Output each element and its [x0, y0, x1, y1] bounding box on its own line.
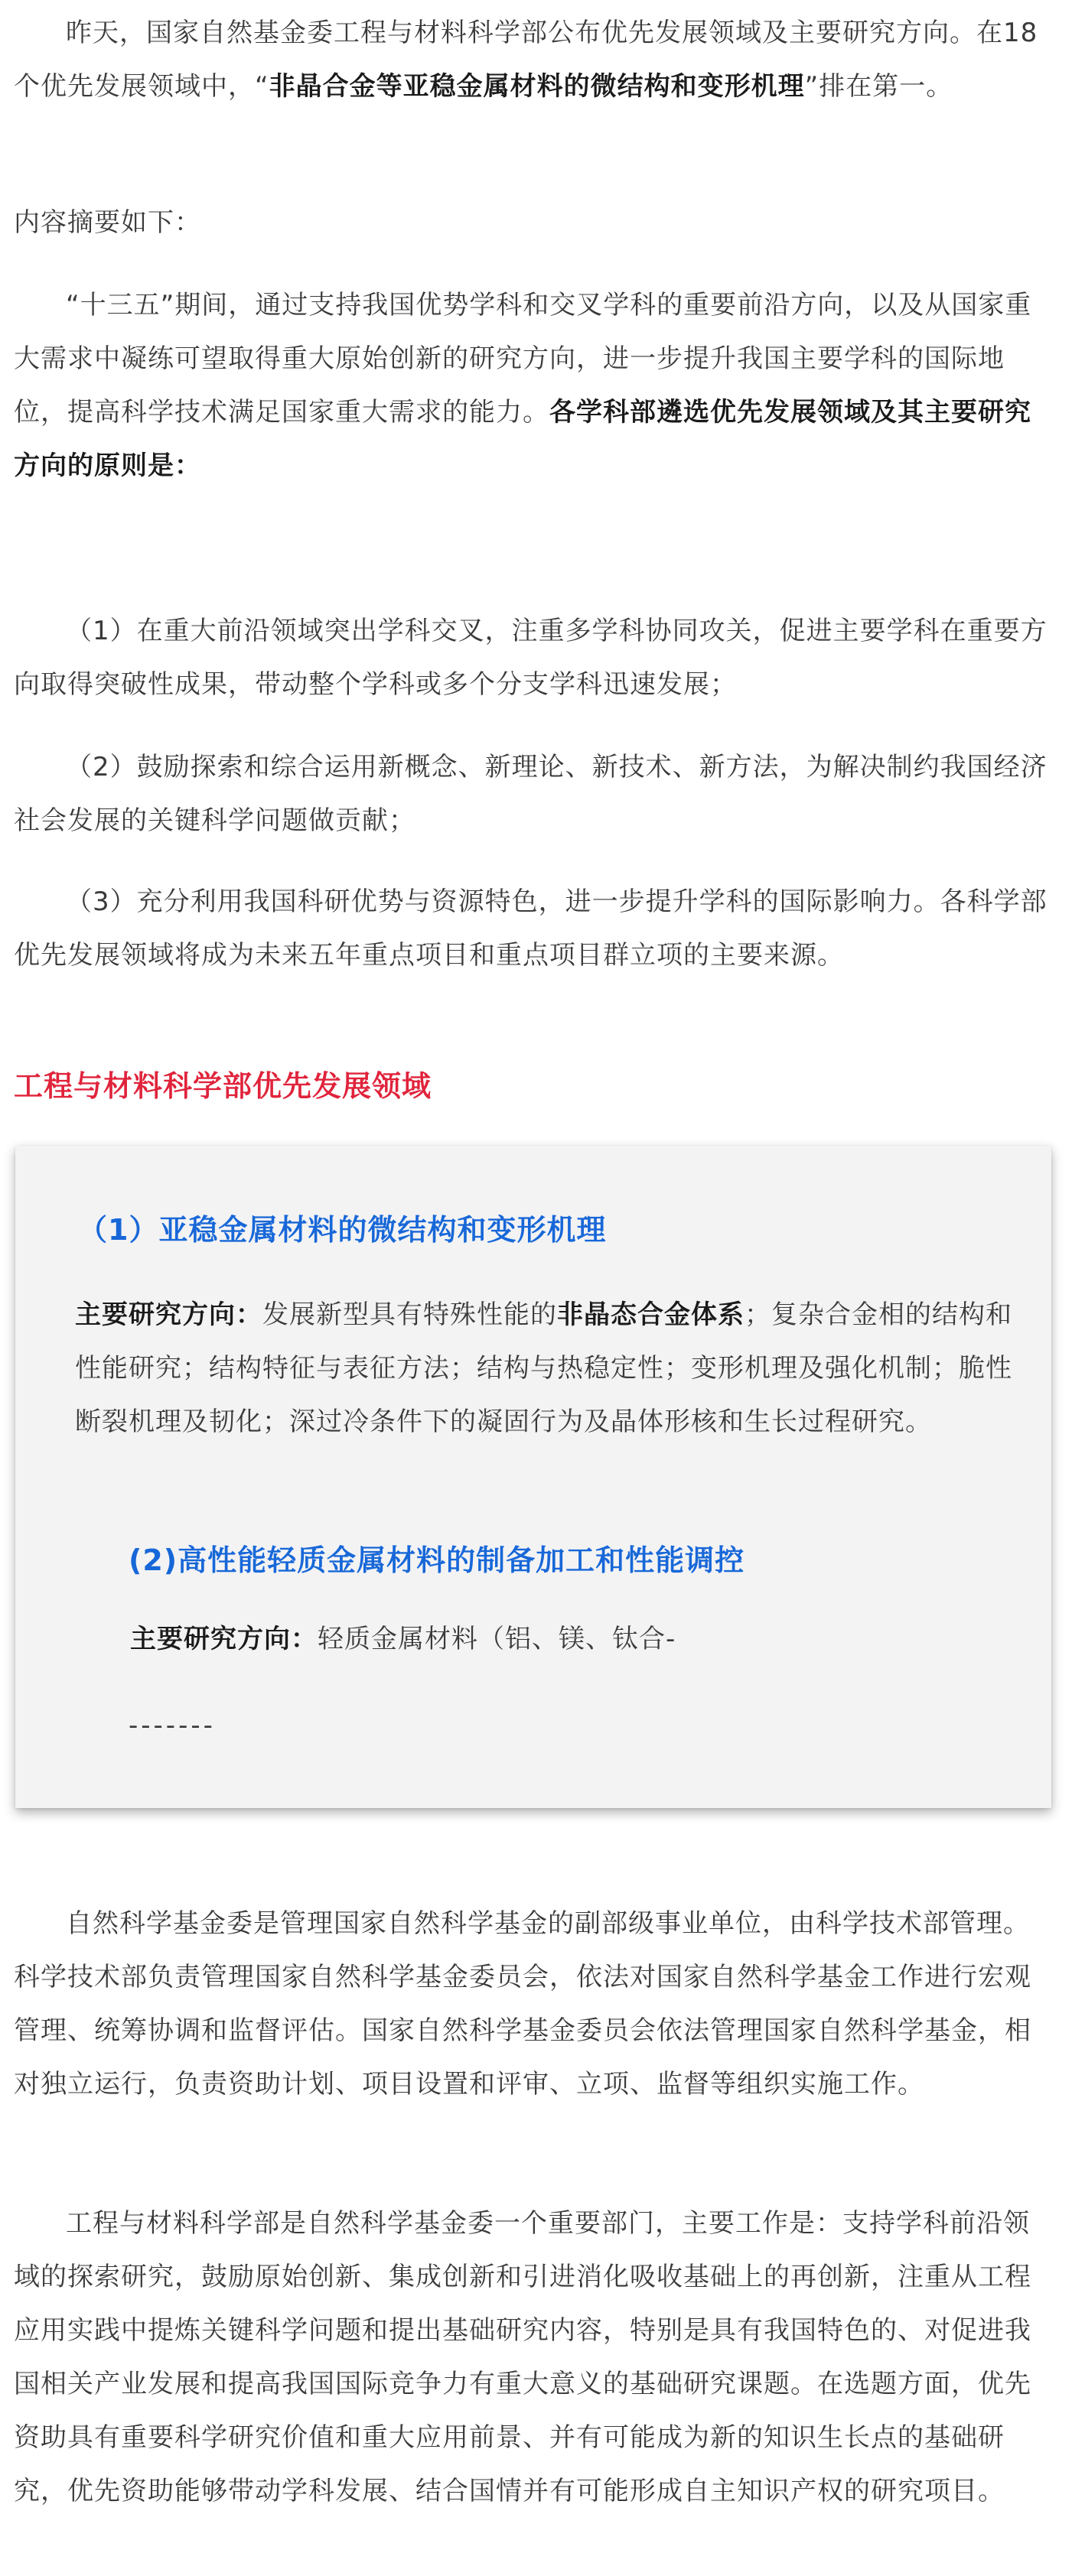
principle-1: （1）在重大前沿领域突出学科交叉，注重多学科协同攻关，促进主要学科在重要方向取得突破性成果，带动整个学科或多个分支学科迅速发展； [14, 616, 1048, 700]
summary-highlight: 各学科部遴选优先发展领域及其主要研究方向的原则是： [14, 397, 1031, 481]
intro-text-end: ”排在第一。 [804, 71, 953, 102]
intro-text-start: 昨天，国家自然基金委工程与材料科学部公布优先发展领域及主要研究方向。在18个优先发展领域中，“ [14, 18, 1038, 102]
item-2-title: (2)高性能轻质金属材料的制备加工和性能调控 [129, 1543, 745, 1577]
summary-label: 内容摘要如下： [14, 207, 201, 238]
item-1-label: 主要研究方向： [75, 1299, 262, 1330]
item-2-text: 轻质金属材料（铝、镁、钛合- [318, 1624, 676, 1654]
priority-areas-card [15, 1146, 1051, 1808]
about-department-paragraph: 工程与材料科学部是自然科学基金委一个重要部门，主要工作是：支持学科前沿领域的探索研究，鼓励原始创新、集成创新和引进消化吸收基础上的再创新，注重从工程应用实践中提炼关键科学问题和提出基础研究内容，特别是具有我国特色的、对促进我国相关产业发展和提高我国国际竞争力有重大意义的基础研究课题。在选题方面，优先资助具有重要科学研究价值和重大应用前景、并有可能成为新的知识生长点的基础研究，优先资助能够带动学科发展、结合国情并有可能形成自主知识产权的研究项目。 [14, 2208, 1031, 2506]
intro-highlight: 非晶合金等亚稳金属材料的微结构和变形机理 [269, 71, 805, 102]
truncation-dashes: ------- [129, 1710, 216, 1741]
item-1-text-b: ；复杂合金相的结构和性能研究；结构特征与表征方法；结构与热稳定性；变形机理及强化机制；脆性断裂机理及韧化；深过冷条件下的凝固行为及晶体形核和生长过程研究。 [75, 1299, 1012, 1437]
about-nsfc-paragraph: 自然科学基金委是管理国家自然科学基金的副部级事业单位，由科学技术部管理。科学技术部负责管理国家自然科学基金委员会，依法对国家自然科学基金工作进行宏观管理、统筹协调和监督评估。国家自然科学基金委员会依法管理国家自然科学基金，相对独立运行，负责资助计划、项目设置和评审、立项、监督等组织实施工作。 [14, 1908, 1031, 2100]
item-2-label: 主要研究方向： [130, 1624, 318, 1654]
summary-paragraph [14, 278, 1056, 493]
item-1-text-a: 发展新型具有特殊性能的 [262, 1299, 557, 1330]
item-1-highlight: 非晶态合金体系 [557, 1299, 745, 1330]
item-1-title: （1）亚稳金属材料的微结构和变形机理 [78, 1213, 607, 1247]
intro-paragraph [14, 6, 1056, 113]
section-title: 工程与材料科学部优先发展领域 [14, 1069, 432, 1103]
summary-text: “十三五”期间，通过支持我国优势学科和交叉学科的重要前沿方向，以及从国家重大需求中凝练可望取得重大原始创新的研究方向，进一步提升我国主要学科的国际地位，提高科学技术满足国家重大需求的能力。 [14, 290, 1032, 428]
principle-2: （2）鼓励探索和综合运用新概念、新理论、新技术、新方法，为解决制约我国经济社会发展的关键科学问题做贡献； [14, 752, 1048, 836]
item-1-description [75, 1288, 1016, 1449]
principle-3: （3）充分利用我国科研优势与资源特色，进一步提升学科的国际影响力。各科学部优先发展领域将成为未来五年重点项目和重点项目群立项的主要来源。 [14, 886, 1048, 971]
item-2-description [130, 1612, 1018, 1666]
